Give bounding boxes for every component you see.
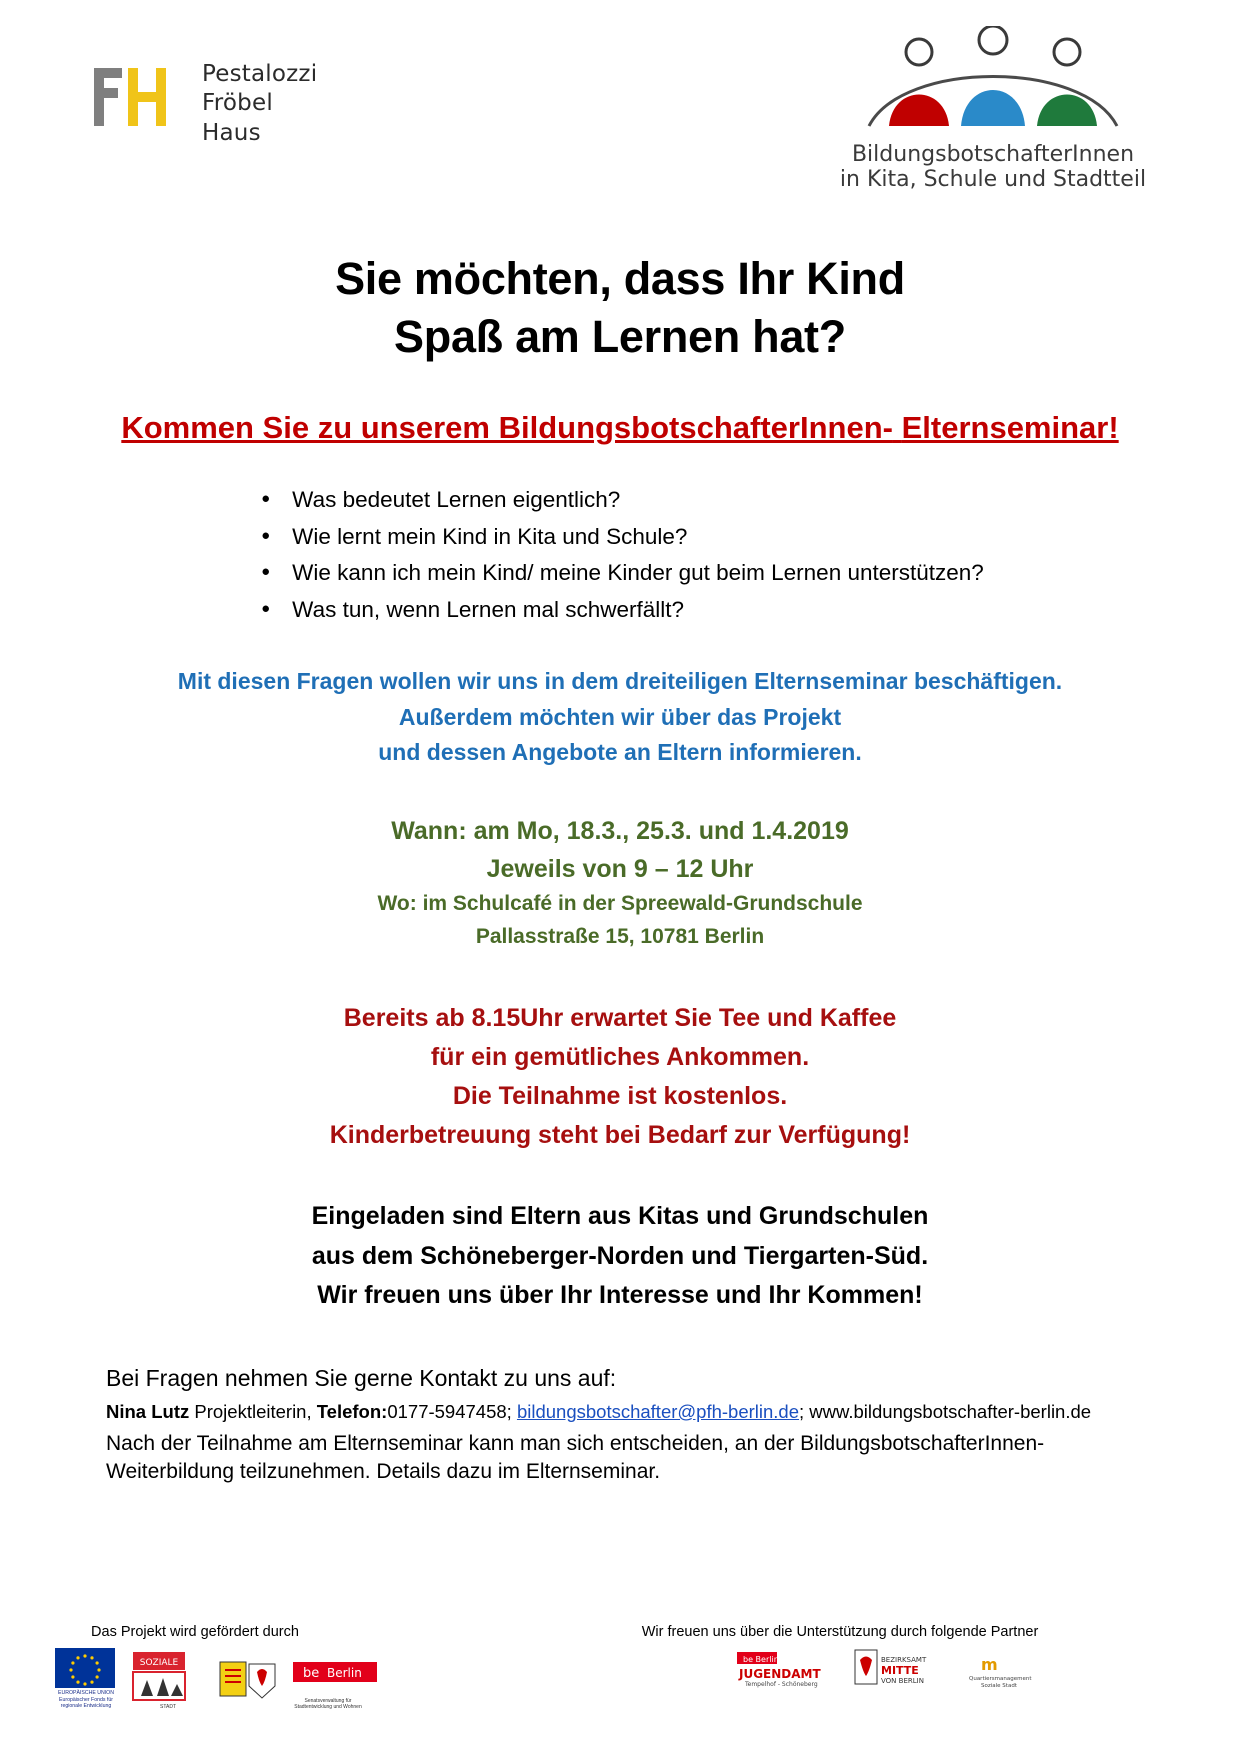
contact-phone: 0177-5947458; [387,1400,517,1422]
svg-text:SOZIALE: SOZIALE [139,1657,179,1668]
footer-funding-label: Das Projekt wird gefördert durch [91,1624,299,1640]
bezirksamt-mitte-berlin-logo [853,1648,933,1690]
pfh-logo-words [202,58,317,148]
eu-flag-logo [55,1648,117,1710]
contact-section [90,1362,1150,1487]
pfh-logo [88,58,317,148]
pfh-logo-line3: Haus [202,119,261,146]
list-item: ● Wie kann ich mein Kind/ meine Kinder gut beim Lernen unterstützen? [256,555,984,591]
svg-text:BEZIRKSAMT: BEZIRKSAMT [881,1656,927,1664]
contact-heading: Bei Fragen nehmen Sie gerne Kontakt zu uns auf: [106,1364,617,1391]
poster-footer [0,1624,1240,1740]
invitation-line2: aus dem Schöneberger-Norden und Tiergarten-Süd. [311,1241,929,1270]
svg-text:VON BERLIN: VON BERLIN [881,1677,924,1685]
contact-email-link[interactable]: bildungsbotschafter@pfh-berlin.de [516,1400,800,1422]
event-date: Wann: am Mo, 18.3., 25.3. und 1.4.2019 [391,817,849,846]
soziale-stadt-caption: STADT [159,1703,177,1710]
contact-website: ; www.bildungsbotschafter-berlin.de [799,1400,1092,1422]
title-line1: Sie möchten, dass Ihr Kind [335,253,905,304]
contact-name: Nina Lutz [106,1400,190,1422]
poster-header [0,0,1240,210]
eu-funding-text: EUROPÄISCHE UNION Europäischer Fonds für regionale Entwicklung [58,1690,114,1709]
questions-list [256,482,984,628]
quartiersmanagement-logo [959,1650,1035,1690]
contact-details [106,1399,1150,1426]
contact-note-line2: Weiterbildung teilzunehmen. Details dazu im Elternseminar. [106,1460,661,1484]
invitation-line1: Eingeladen sind Eltern aus Kitas und Grundschulen [311,1202,929,1231]
contact-phone-label: Telefon: [316,1400,388,1422]
notice-block [90,999,1150,1155]
notice-line3: Die Teilnahme ist kostenlos. [452,1082,788,1111]
event-address: Pallasstraße 15, 10781 Berlin [475,924,765,948]
notice-line4: Kinderbetreuung steht bei Bedarf zur Verfügung! [329,1121,911,1150]
svg-text:Soziale Stadt: Soziale Stadt [981,1683,1017,1689]
svg-text:m: m [981,1655,998,1674]
list-item: ● Was tun, wenn Lernen mal schwerfällt? [256,592,984,628]
list-item: ● Was bedeutet Lernen eigentlich? [256,482,984,518]
subtitle-line2: Elternseminar! [901,410,1119,446]
svg-text:be Berlin: be Berlin [743,1655,779,1664]
soziale-stadt-logo [131,1650,205,1710]
svg-text:MITTE: MITTE [881,1664,919,1677]
title-line2: Spaß am Lernen hat? [394,310,846,362]
page-title [90,250,1150,365]
bb-logo-caption2: in Kita, Schule und Stadtteil [839,167,1147,192]
jugendamt-tempelhof-schoeneberg-logo [735,1650,827,1690]
svg-text:Berlin: Berlin [327,1665,362,1680]
footer-logos-left [55,1648,379,1710]
footer-partners-label: Wir freuen uns über die Unterstützung durch folgende Partner [641,1624,1039,1640]
list-item: ● Wie lernt mein Kind in Kita und Schule? [256,519,984,555]
pfh-logo-line1: Pestalozzi [202,61,318,87]
svg-text:Tempelhof - Schöneberg: Tempelhof - Schöneberg [745,1681,818,1688]
contact-note-line1: Nach der Teilnahme am Elternseminar kann man sich entscheiden, an der BildungsbotschafterInnen- [106,1431,1045,1455]
notice-line2: für ein gemütliches Ankommen. [430,1043,810,1072]
bb-figures-icon [863,26,1123,138]
event-time: Jeweils von 9 – 12 Uhr [486,854,754,883]
subtitle [90,407,1150,448]
pfh-logo-line2: Fröbel [202,90,273,117]
contact-note [106,1430,1150,1487]
svg-text:JUGENDAMT: JUGENDAMT [739,1667,821,1681]
svg-text:be: be [303,1665,320,1681]
subtitle-line1: Kommen Sie zu unserem BildungsbotschafterInnen- [121,410,893,446]
intro-line2: Außerdem möchten wir über das Projekt [398,703,842,730]
intro-paragraph [90,664,1150,771]
invitation-line3: Wir freuen uns über Ihr Interesse und Ihr Kommen! [317,1281,923,1310]
contact-role: Projektleiterin, [189,1400,317,1422]
invitation-block [90,1197,1150,1316]
intro-line1: Mit diesen Fragen wollen wir uns in dem dreiteiligen Elternseminar beschäftigen. [177,668,1063,695]
intro-line3: und dessen Angebote an Eltern informieren. [378,739,862,766]
pfh-mark-icon [88,58,188,136]
berlin-wappen-logo [219,1660,277,1710]
svg-text:Quartiersmanagement: Quartiersmanagement [969,1676,1032,1682]
notice-line1: Bereits ab 8.15Uhr erwartet Sie Tee und Kaffee [343,1004,897,1033]
event-location: Wo: im Schulcafé in der Spreewald-Grundschule [377,892,863,916]
bildungsbotschafter-logo [828,26,1158,192]
footer-logos-right [735,1648,1035,1690]
bb-logo-caption1: BildungsbotschafterInnen [851,142,1135,167]
be-berlin-logo [291,1660,379,1710]
event-details [90,813,1150,953]
poster-body [0,250,1240,1487]
be-berlin-caption: Senatsverwaltung für Stadtentwicklung und Wohnen [294,1697,362,1710]
